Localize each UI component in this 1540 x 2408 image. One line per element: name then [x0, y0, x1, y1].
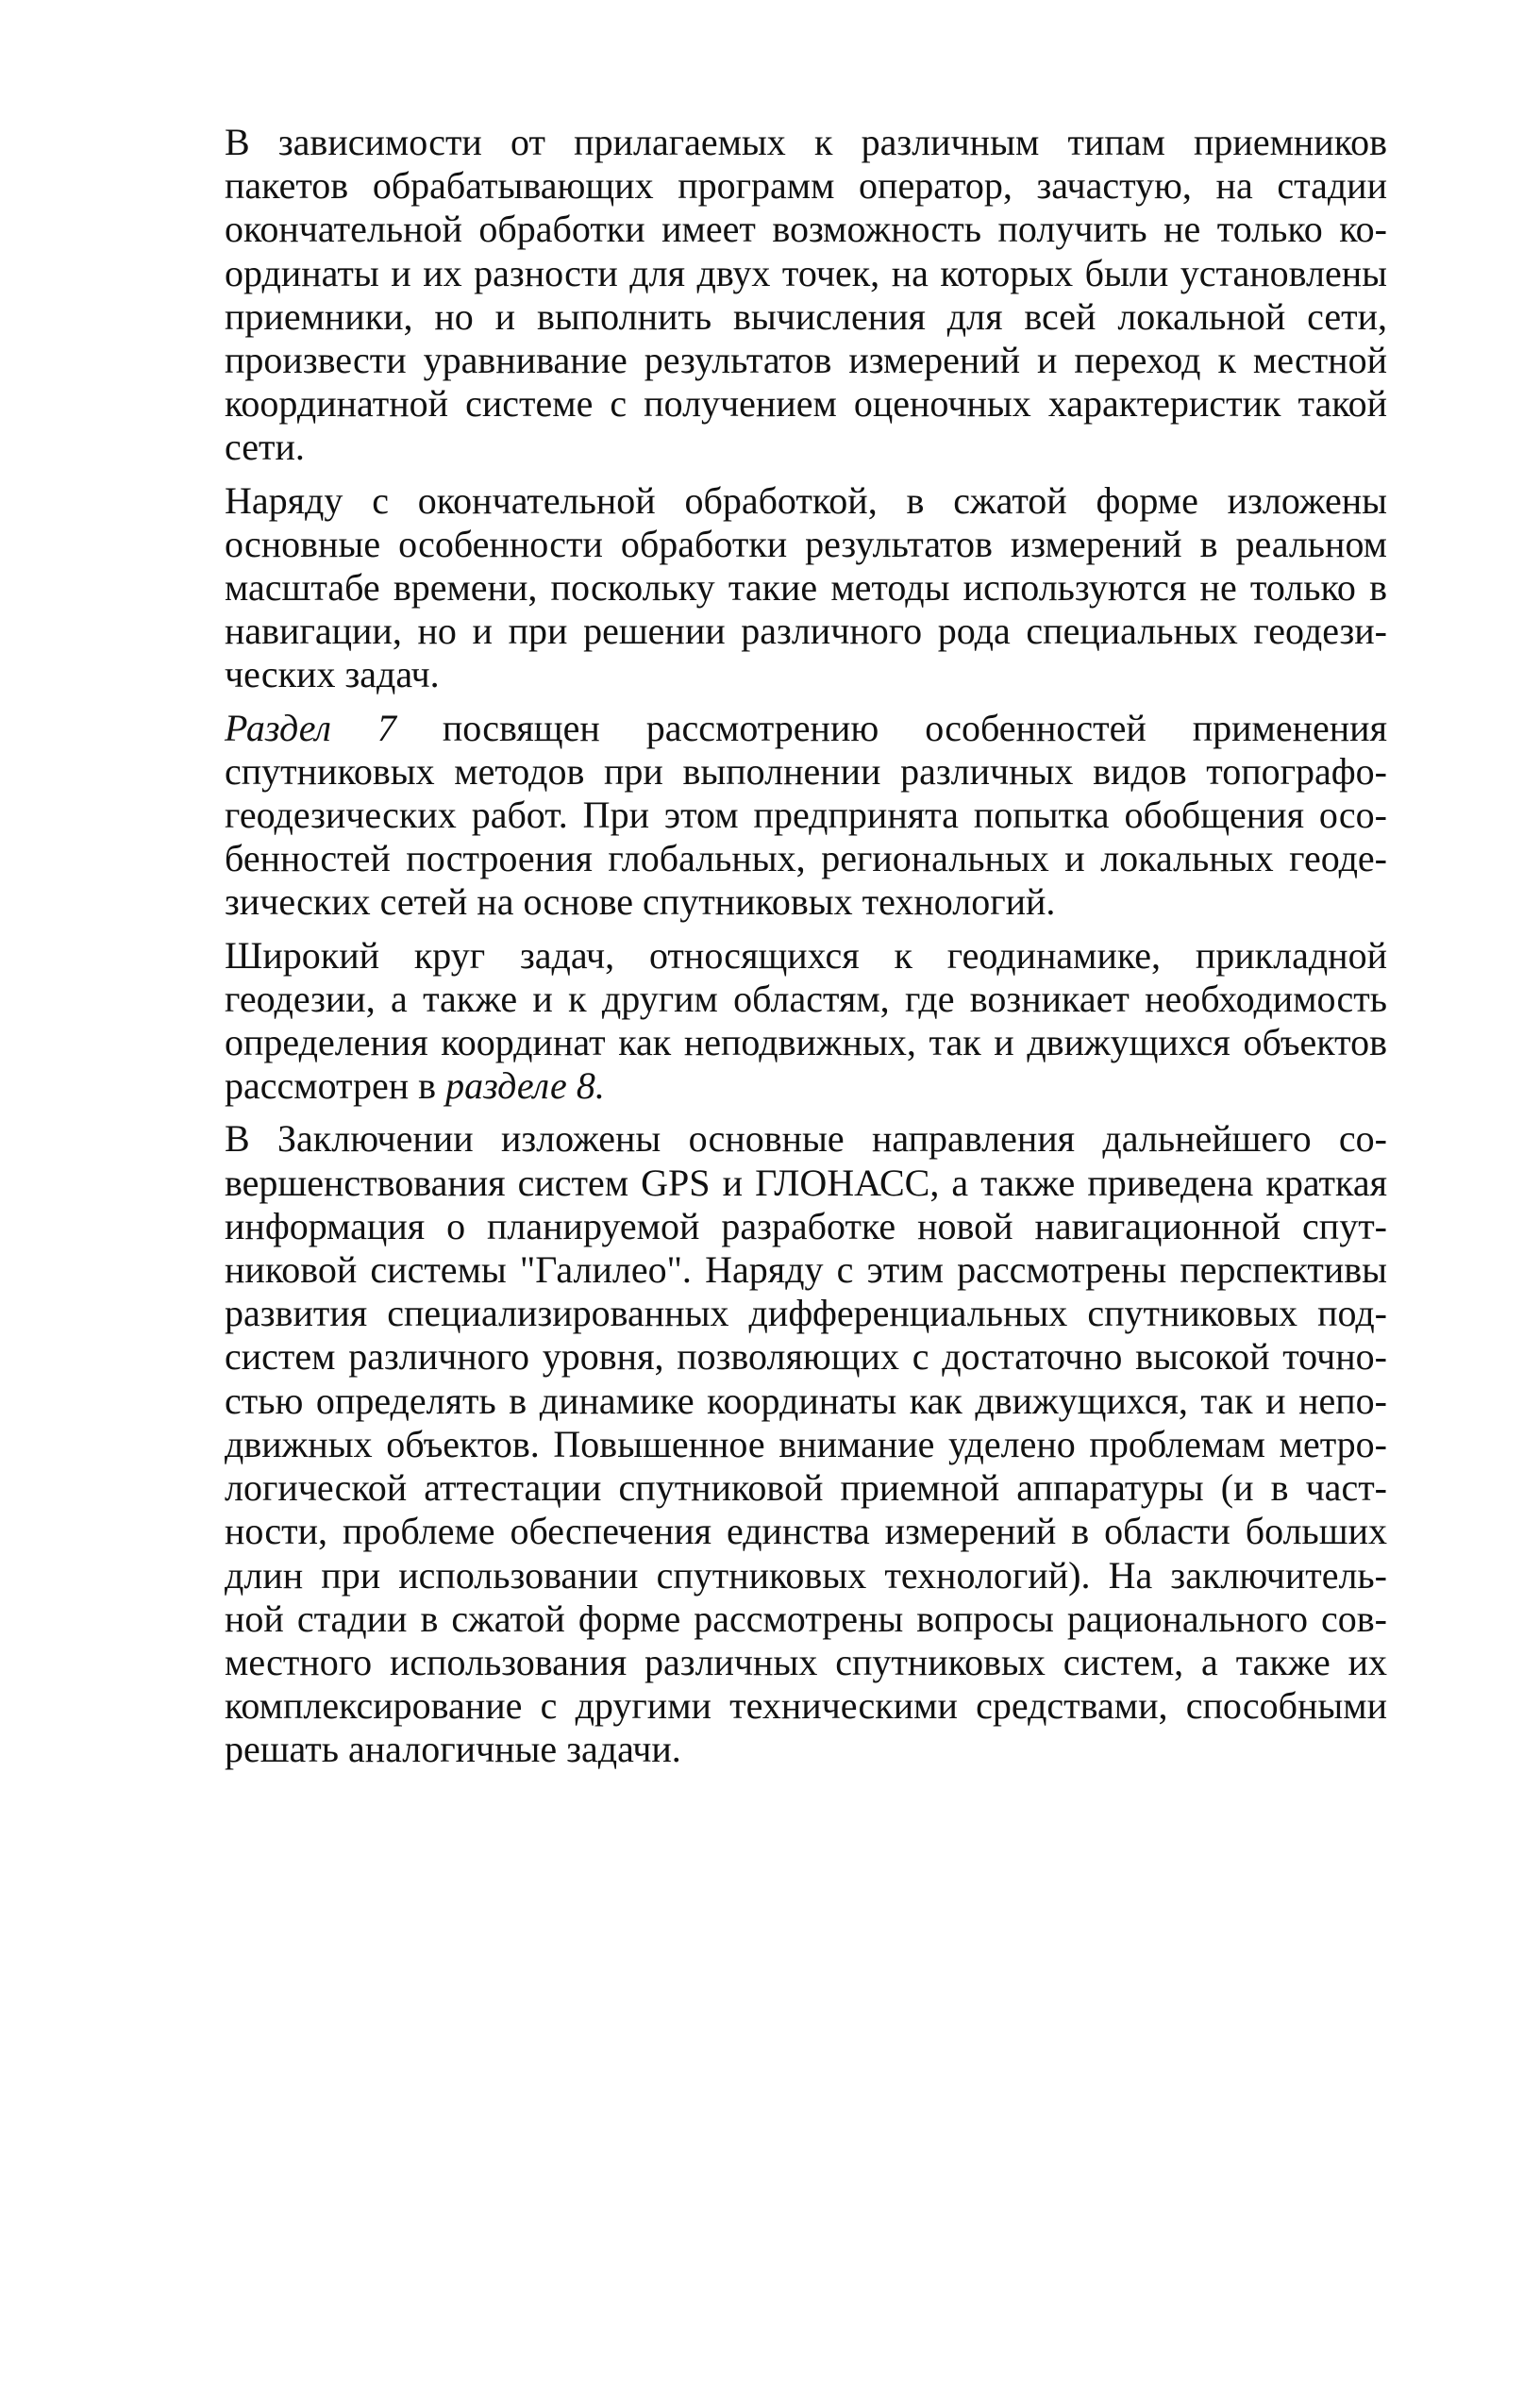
text-line: ческих задач. [225, 653, 440, 696]
text-line: длин при использовании спутниковых технологий). На заключитель- [225, 1553, 1387, 1597]
paragraph-1 [130, 121, 1387, 470]
text-line: никовой системы "Галилео". Наряду с этим рассмотрены перспективы [225, 1248, 1387, 1292]
text-line: спутниковых методов при выполнении различных видов топографо- [225, 749, 1387, 793]
text-line: пакетов обрабатывающих программ оператор, зачастую, на стадии [225, 164, 1387, 208]
text-line: зических сетей на основе спутниковых технологий. [225, 880, 1056, 924]
text-line: окончательной обработки имеет возможность получить не только ко- [225, 208, 1387, 251]
paragraph-4 [130, 934, 1387, 1109]
paragraph-5 [130, 1117, 1387, 1771]
text-line: Наряду с окончательной обработкой, в сжатой форме изложены [225, 478, 1387, 522]
text-line: произвести уравнивание результатов измерений и переход к местной [225, 339, 1387, 382]
paragraph-2 [130, 479, 1387, 697]
text-line: местного использования различных спутниковых систем, а также их [225, 1640, 1387, 1683]
section-reference: Раздел 7 [225, 706, 396, 749]
text-line: ординаты и их разности для двух точек, на которых были установлены [225, 251, 1387, 294]
document-page [130, 121, 1387, 1781]
text-line: ной стадии в сжатой форме рассмотрены вопросы рационального сов- [225, 1597, 1387, 1640]
text-line: геодезических работ. При этом предпринята попытка обобщения осо- [225, 794, 1387, 837]
text-line: определения координат как неподвижных, так и движущихся объектов [225, 1021, 1387, 1064]
text-line: В Заключении изложены основные направления дальнейшего со- [225, 1117, 1387, 1161]
section-reference: разделе 8. [445, 1064, 605, 1108]
paragraph-3 [130, 707, 1387, 925]
text-line: движных объектов. Повышенное внимание уделено проблемам метро- [225, 1422, 1387, 1465]
text-line: решать аналогичные задачи. [225, 1728, 681, 1771]
text-line [130, 1064, 1387, 1108]
text-line: комплексирование с другими техническими средствами, способными [225, 1684, 1387, 1728]
text-line: масштабе времени, поскольку такие методы используются не только в [225, 566, 1387, 610]
text-line [130, 707, 1387, 750]
text-line: систем различного уровня, позволяющих с достаточно высокой точно- [225, 1335, 1387, 1379]
text-line: бенностей построения глобальных, региональных и локальных геоде- [225, 837, 1387, 880]
text-line: В зависимости от прилагаемых к различным типам приемников [225, 121, 1387, 163]
text-line: логической аттестации спутниковой приемной аппаратуры (и в част- [225, 1466, 1387, 1510]
text-fragment: посвящен рассмотрению особенностей применения [395, 706, 1387, 749]
text-line: информация о планируемой разработке новой навигационной спут- [225, 1204, 1387, 1247]
text-line: ности, проблеме обеспечения единства измерений в области больших [225, 1510, 1387, 1553]
text-line: сети. [225, 426, 305, 469]
text-line: основные особенности обработки результатов измерений в реальном [225, 522, 1387, 565]
text-line: Широкий круг задач, относящихся к геодинамике, прикладной [225, 933, 1387, 977]
text-line: развития специализированных дифференциальных спутниковых под- [225, 1292, 1387, 1335]
text-line: навигации, но и при решении различного рода специальных геодези- [225, 610, 1387, 653]
text-line: геодезии, а также и к другим областям, где возникает необходимость [225, 977, 1387, 1020]
text-line: приемники, но и выполнить вычисления для всей локальной сети, [225, 294, 1387, 338]
text-line: стью определять в динамике координаты как движущихся, так и непо- [225, 1379, 1387, 1422]
text-line: вершенствования систем GPS и ГЛОНАСС, а также приведена краткая [225, 1161, 1387, 1204]
text-fragment: рассмотрен в [225, 1064, 446, 1108]
text-line: координатной системе с получением оценочных характеристик такой [225, 382, 1387, 426]
